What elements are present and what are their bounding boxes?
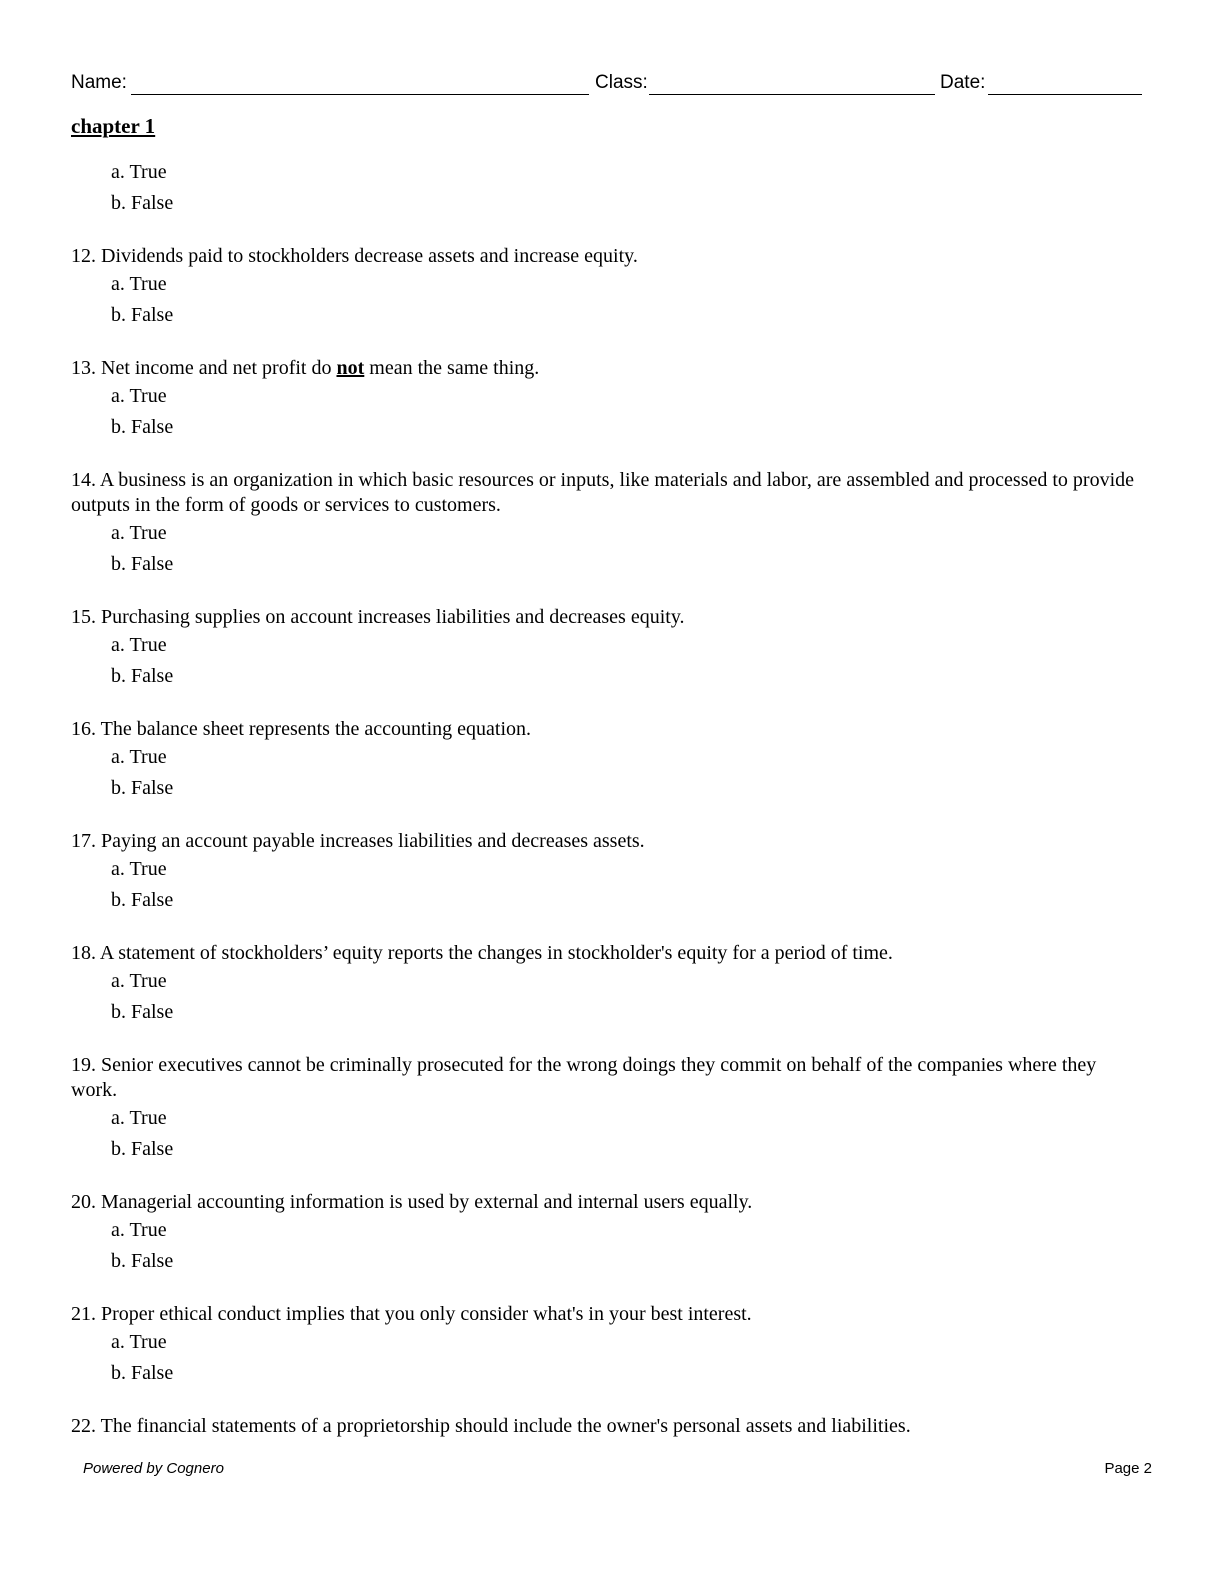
option-true[interactable]: a. True — [111, 858, 167, 880]
class-blank-line[interactable] — [649, 94, 935, 95]
question-20 — [71, 1190, 1146, 1274]
question-14 — [71, 468, 1146, 577]
question-list — [71, 160, 1146, 1439]
question-21 — [71, 1302, 1146, 1386]
question-text: 22. The financial statements of a proprietorship should include the owner's personal assets and liabilities. — [71, 1415, 911, 1437]
option-false[interactable]: b. False — [111, 1001, 174, 1023]
powered-by-footer: Powered by Cognero — [83, 1460, 224, 1477]
option-true[interactable]: a. True — [111, 385, 167, 407]
question-13 — [71, 356, 1146, 440]
option-false[interactable]: b. False — [111, 1138, 174, 1160]
question-text-end: mean the same thing. — [364, 357, 540, 379]
question-text-start: 13. Net income and net profit do — [71, 357, 337, 379]
question-text: 16. The balance sheet represents the accounting equation. — [71, 718, 532, 740]
question-19 — [71, 1053, 1146, 1162]
question-text — [71, 356, 1146, 381]
question-12 — [71, 244, 1146, 328]
option-false[interactable]: b. False — [111, 553, 174, 575]
name-blank-line[interactable] — [131, 94, 589, 95]
continued-question-options — [71, 160, 1146, 216]
question-text: 12. Dividends paid to stockholders decrease assets and increase equity. — [71, 245, 638, 267]
option-false[interactable]: b. False — [111, 304, 174, 326]
option-true[interactable]: a. True — [111, 746, 167, 768]
question-text: 20. Managerial accounting information is used by external and internal users equally. — [71, 1191, 753, 1213]
question-text: 15. Purchasing supplies on account increases liabilities and decreases equity. — [71, 606, 685, 628]
question-text: 21. Proper ethical conduct implies that you only consider what's in your best interest. — [71, 1303, 752, 1325]
chapter-title: chapter 1 — [71, 114, 156, 138]
option-false[interactable]: b. False — [111, 777, 174, 799]
question-17 — [71, 829, 1146, 913]
student-info-header — [71, 70, 1143, 100]
question-text: 18. A statement of stockholders’ equity reports the changes in stockholder's equity for a period of time. — [71, 942, 893, 964]
question-text: 19. Senior executives cannot be criminally prosecuted for the wrong doings they commit on behalf of the companies where they work. — [71, 1054, 1097, 1101]
option-true[interactable]: a. True — [111, 161, 167, 183]
option-false[interactable]: b. False — [111, 1362, 174, 1384]
option-false[interactable]: b. False — [111, 665, 174, 687]
option-true[interactable]: a. True — [111, 1219, 167, 1241]
emphasis-not: not — [336, 357, 365, 379]
page-number: Page 2 — [1104, 1460, 1152, 1477]
option-false[interactable]: b. False — [111, 192, 174, 214]
option-false[interactable]: b. False — [111, 1250, 174, 1272]
option-true[interactable]: a. True — [111, 634, 167, 656]
date-blank-line[interactable] — [988, 94, 1142, 95]
question-18 — [71, 941, 1146, 1025]
option-true[interactable]: a. True — [111, 970, 167, 992]
question-15 — [71, 605, 1146, 689]
question-16 — [71, 717, 1146, 801]
option-false[interactable]: b. False — [111, 889, 174, 911]
date-label: Date: — [940, 72, 986, 93]
class-label: Class: — [595, 72, 648, 93]
option-true[interactable]: a. True — [111, 1107, 167, 1129]
option-true[interactable]: a. True — [111, 273, 167, 295]
name-label: Name: — [71, 72, 127, 93]
option-true[interactable]: a. True — [111, 1331, 167, 1353]
question-text: 17. Paying an account payable increases liabilities and decreases assets. — [71, 830, 645, 852]
option-false[interactable]: b. False — [111, 416, 174, 438]
question-22 — [71, 1414, 1146, 1439]
question-text: 14. A business is an organization in which basic resources or inputs, like materials and labor, are assembled and processed to provide outputs in the form of goods or services to customers. — [71, 469, 1135, 516]
option-true[interactable]: a. True — [111, 522, 167, 544]
